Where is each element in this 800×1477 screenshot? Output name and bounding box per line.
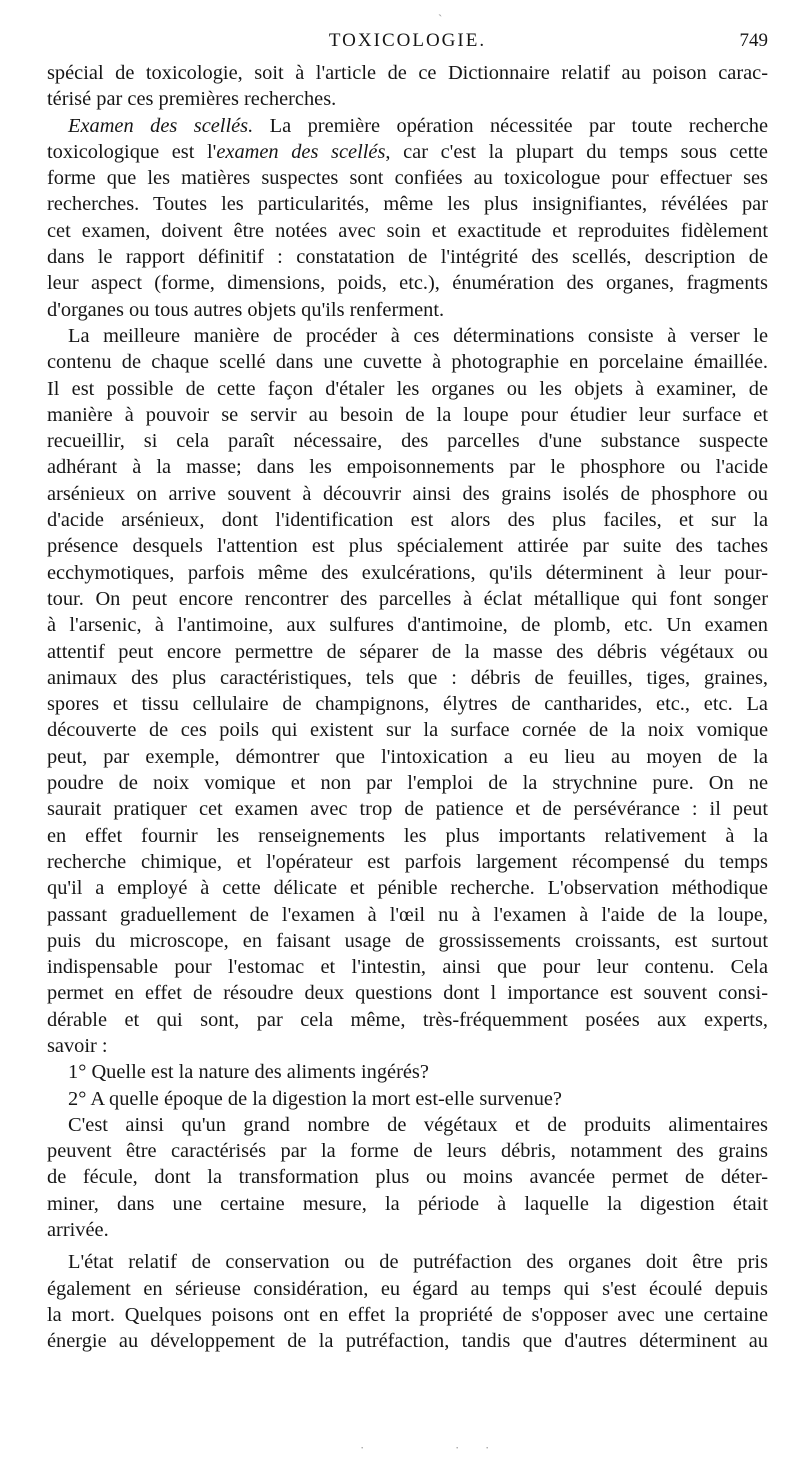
text-line: recueillir, si cela paraît nécessaire, des parcelles d'une substance suspecte — [47, 430, 768, 453]
text-line: arrivée. — [47, 1219, 109, 1242]
text-line: peut, par exemple, démontrer que l'intoxication a eu lieu au moyen de la — [47, 745, 768, 768]
text-line: spécial de toxicologie, soit à l'article de ce Dictionnaire relatif au poison carac- — [47, 62, 768, 84]
text-line: puis du microscope, en faisant usage de grossissements croissants, est surtout — [47, 929, 768, 952]
list-item-question-2: 2° A quelle époque de la digestion la mort est-elle survenue? — [68, 1087, 562, 1110]
text-line: poudre de noix vomique et non par l'emploi de la strychnine pure. On ne — [47, 772, 768, 795]
text-line — [47, 139, 768, 165]
page-number: 749 — [739, 30, 768, 51]
text-line: d'organes ou tous autres objets qu'ils renferment. — [47, 298, 445, 321]
text-line: miner, dans une certaine mesure, la période à laquelle la digestion était — [47, 1192, 768, 1215]
text-line: spores et tissu cellulaire de champignons, élytres de cantharides, etc., etc. La — [47, 693, 768, 716]
print-speck: · — [360, 1440, 365, 1455]
print-speck: · — [485, 1440, 490, 1455]
text-line: saurait pratiquer cet examen avec trop de patience et de persévérance : il peut — [47, 798, 768, 821]
text-line: ecchymotiques, parfois même des exulcérations, qu'ils déterminent à leur pour- — [47, 561, 768, 584]
text-line: en effet fournir les renseignements les plus importants relativement à la — [47, 824, 768, 847]
text-line: d'acide arsénieux, dont l'identification est alors des plus faciles, et sur la — [47, 509, 768, 532]
text-line: présence desquels l'attention est plus spécialement attirée par suite des taches — [47, 535, 768, 558]
text-line: La meilleure manière de procéder à ces déterminations consiste à verser le — [68, 324, 768, 347]
print-speck: · — [455, 1440, 460, 1455]
text-line: dérable et qui sont, par cela même, très-fréquemment posées aux experts, — [47, 1008, 768, 1031]
text-line: manière à pouvoir se servir au besoin de la loupe pour étudier leur surface et — [47, 403, 768, 426]
text-line: à l'arsenic, à l'antimoine, aux sulfures d'antimoine, de plomb, etc. Un examen — [47, 614, 768, 637]
text-line: adhérant à la masse; dans les empoisonnements par le phosphore ou l'acide — [47, 456, 768, 479]
text-line: permet en effet de résoudre deux questions dont l importance est souvent consi- — [47, 982, 768, 1005]
text-fragment: toxicologique est l' — [47, 140, 217, 163]
text-line: passant graduellement de l'examen à l'œil nu à l'examen à l'aide de la loupe, — [47, 903, 768, 926]
text-line: de fécule, dont la transformation plus ou moins avancée permet de déter- — [47, 1166, 768, 1189]
text-line: indispensable pour l'estomac et l'intestin, ainsi que pour leur contenu. Cela — [47, 956, 768, 979]
text-line: térisé par ces premières recherches. — [47, 88, 337, 111]
text-line: la mort. Quelques poisons ont en effet la propriété de s'opposer avec une certaine — [47, 1303, 768, 1326]
text-line: cet examen, doivent être notées avec soin et exactitude et reproduites fidèlement — [47, 219, 768, 242]
text-line: L'état relatif de conservation ou de putréfaction des organes doit être pris — [68, 1251, 768, 1274]
print-speck: ˏ — [438, 2, 443, 17]
text-fragment: La première opération nécessitée par toute recherche — [253, 114, 768, 137]
text-line-examen-heading — [47, 113, 768, 139]
text-line: également en sérieuse considération, eu égard au temps qui s'est écoulé depuis — [47, 1277, 768, 1300]
text-line: tour. On peut encore rencontrer des parcelles à éclat métallique qui font songer — [47, 587, 768, 610]
italic-term: examen des scellés — [216, 140, 386, 163]
text-line: contenu de chaque scellé dans une cuvette à photographie en porcelaine émaillée. — [47, 351, 768, 374]
text-line: savoir : — [47, 1034, 108, 1057]
text-line: recherches. Toutes les particularités, même les plus insignifiantes, révélées par — [47, 193, 768, 216]
text-line: C'est ainsi qu'un grand nombre de végétaux et de produits alimentaires — [68, 1113, 768, 1136]
page-header — [47, 30, 768, 58]
text-line: attentif peut encore permettre de séparer de la masse des débris végétaux ou — [47, 640, 768, 663]
text-line: découverte de ces poils qui existent sur la surface cornée de la noix vomique — [47, 719, 768, 742]
text-line: Il est possible de cette façon d'étaler les organes ou les objets à examiner, de — [47, 377, 768, 400]
text-line: recherche chimique, et l'opérateur est parfois largement récompensé du temps — [47, 850, 768, 873]
section-heading-italic: Examen des scellés. — [68, 114, 254, 137]
text-fragment: , car c'est la plupart du temps sous cette — [385, 140, 768, 163]
text-line: peuvent être caractérisés par la forme de leurs débris, notamment des grains — [47, 1140, 768, 1163]
running-title: TOXICOLOGIE. — [328, 30, 487, 51]
list-item-question-1: 1° Quelle est la nature des aliments ingérés? — [68, 1061, 429, 1084]
text-line: énergie au développement de la putréfaction, tandis que d'autres déterminent au — [47, 1330, 768, 1353]
text-line: leur aspect (forme, dimensions, poids, etc.), énumération des organes, fragments — [47, 272, 768, 295]
body-text — [47, 60, 768, 1355]
text-line: forme que les matières suspectes sont confiées au toxicologue pour effectuer ses — [47, 167, 768, 190]
text-line: qu'il a employé à cette délicate et pénible recherche. L'observation méthodique — [47, 877, 768, 900]
text-line: dans le rapport définitif : constatation de l'intégrité des scellés, description de — [47, 246, 768, 269]
text-line: arsénieux on arrive souvent à découvrir ainsi des grains isolés de phosphore ou — [47, 482, 768, 505]
text-line: animaux des plus caractéristiques, tels que : débris de feuilles, tiges, graines, — [47, 666, 768, 689]
